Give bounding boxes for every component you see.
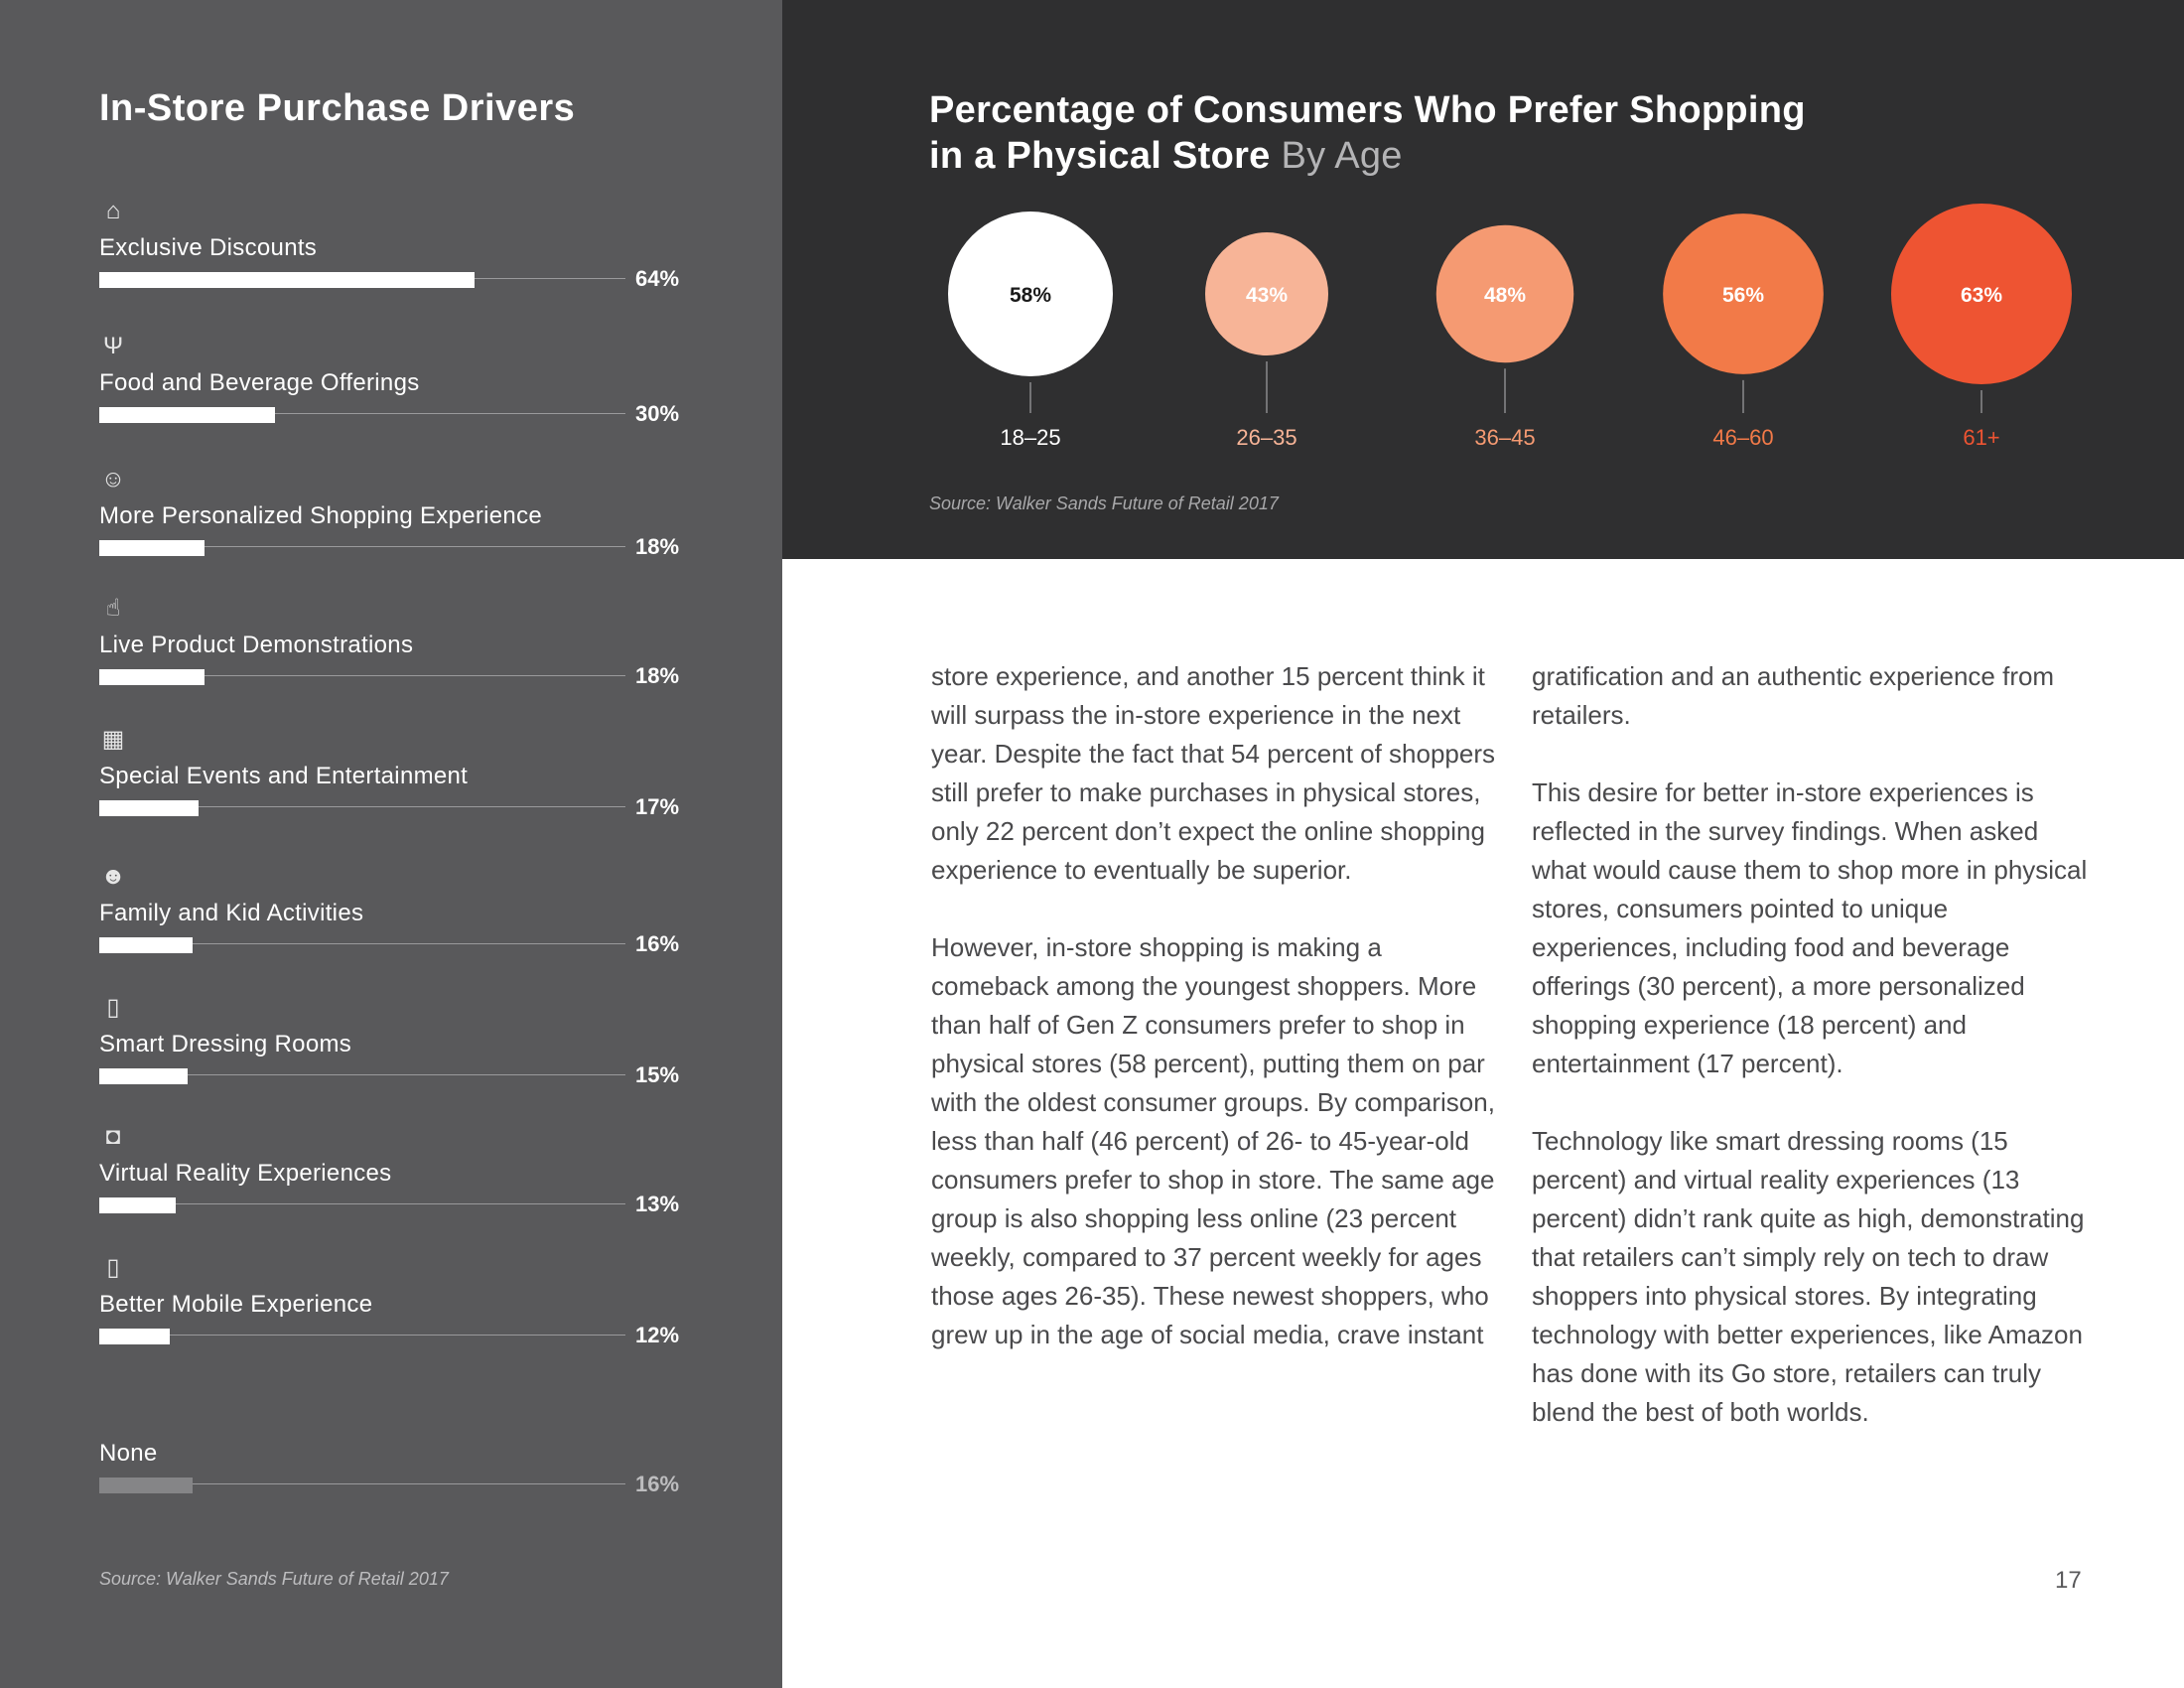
driver-value-label: 12% [635,1323,680,1347]
body-paragraph: gratification and an authentic experience from retailers. [1532,661,2055,730]
age-bubble-value: 43% [1245,284,1289,307]
body-column-1 [931,657,1497,1393]
driver-row [99,332,715,451]
dressing-room-icon: ▯ [106,994,120,1021]
mobile-phone-icon: ▯ [106,1254,120,1281]
driver-row [99,465,715,584]
driver-value-label: 13% [635,1192,680,1216]
age-chart-title-suffix: By Age [1281,135,1403,177]
driver-label: Better Mobile Experience [99,1291,373,1318]
driver-value-label: 30% [635,401,680,426]
drivers-source: Source: Walker Sands Future of Retail 2017 [99,1569,449,1589]
hand-pointer-icon: ☝ [105,595,121,622]
driver-row [99,1253,715,1372]
age-bubble-chart [782,189,2184,487]
driver-bar [99,1068,188,1084]
body-paragraph: Technology like smart dressing rooms (15 percent) and virtual reality experiences (13 percent) didn’t rank quite as high, demonstrating that retailers can’t simply rely on tech to draw shoppers into physical stores. By integrating technology with better experiences, like Amazon has done with its Go store, retailers can truly blend the best of both worlds. [1532,1126,2085,1427]
age-bubble-value: 56% [1721,284,1765,307]
family-icon: ☻ [100,863,126,890]
calendar-icon: ▦ [101,726,125,753]
driver-value-label: 18% [635,663,680,688]
age-bubble-value: 58% [1009,284,1052,307]
driver-row [99,197,715,316]
driver-bar [99,937,193,953]
age-chart-source: Source: Walker Sands Future of Retail 2017 [929,493,1279,513]
driver-bar [99,669,205,685]
age-bubble-value: 63% [1960,284,2003,307]
body-paragraph: This desire for better in-store experiences is reflected in the survey findings. When asked what would cause them to shop more in physical stores, consumers pointed to unique experiences, including food and beverage offerings (30 percent), a more personalized shopping experience (18 percent) and entertainment (17 percent). [1532,777,2088,1078]
driver-label: More Personalized Shopping Experience [99,502,543,529]
vr-headset-icon: ◘ [105,1123,121,1150]
driver-track [99,1335,625,1336]
driver-row [99,1122,715,1241]
fork-knife-icon: Ψ [102,333,124,359]
driver-bar [99,1329,170,1344]
driver-value-label: 15% [635,1062,680,1087]
driver-value-label: 16% [635,931,680,956]
driver-bar [99,800,199,816]
driver-label: Special Events and Entertainment [99,763,469,789]
person-icon: ☺ [100,466,126,492]
driver-label: Smart Dressing Rooms [99,1031,352,1057]
driver-label: Food and Beverage Offerings [99,369,420,396]
body-paragraph: store experience, and another 15 percent think it will surpass the in-store experience in the next year. Despite the fact that 54 percent of shoppers still prefer to make purchases in physical stores, only 22 percent don’t expect the online shopping experience to eventually be superior. [931,661,1496,885]
age-chart-title [929,87,1806,179]
driver-label: Family and Kid Activities [99,900,364,926]
driver-row [99,725,715,844]
driver-value-label: 64% [635,266,680,291]
drivers-title: In-Store Purchase Drivers [99,87,576,129]
age-category-label: 18–25 [1000,425,1061,450]
driver-row [99,594,715,713]
body-column-2 [1532,657,2098,1471]
age-chart-title-line1: Percentage of Consumers Who Prefer Shopping [929,89,1806,131]
driver-track [99,1203,625,1204]
driver-label: Virtual Reality Experiences [99,1160,392,1187]
driver-label: Exclusive Discounts [99,234,318,261]
driver-bar [99,1477,193,1493]
driver-row [99,862,715,981]
driver-row [99,993,715,1112]
age-category-label: 36–45 [1474,425,1536,450]
body-paragraph: However, in-store shopping is making a comeback among the youngest shoppers. More than half of Gen Z consumers prefer to shop in physical stores (58 percent), putting them on par with the oldest consumer groups. By comparison, less than half (46 percent) of 26- to 45-year-old consumers prefer to shop in store. The same age group is also shopping less online (23 percent weekly, compared to 37 percent weekly for ages those ages 26-35). These newest shoppers, who grew up in the age of social media, crave instant [931,932,1495,1349]
page-number: 17 [2055,1567,2082,1594]
driver-bar [99,1197,176,1213]
age-category-label: 46–60 [1712,425,1774,450]
age-bubble-value: 48% [1483,284,1527,307]
driver-value-label: 17% [635,794,680,819]
driver-label: Live Product Demonstrations [99,632,414,658]
driver-value-label: 16% [635,1472,680,1496]
age-category-label: 61+ [1963,425,2000,450]
age-chart-title-line2: in a Physical Store [929,135,1271,177]
driver-value-label: 18% [635,534,680,559]
driver-row [99,1402,715,1521]
age-category-label: 26–35 [1236,425,1297,450]
tag-icon: ⌂ [105,198,121,224]
driver-label: None [99,1440,158,1467]
driver-bar [99,540,205,556]
driver-bar [99,272,475,288]
purchase-drivers-panel [0,0,782,1688]
driver-bar [99,407,275,423]
